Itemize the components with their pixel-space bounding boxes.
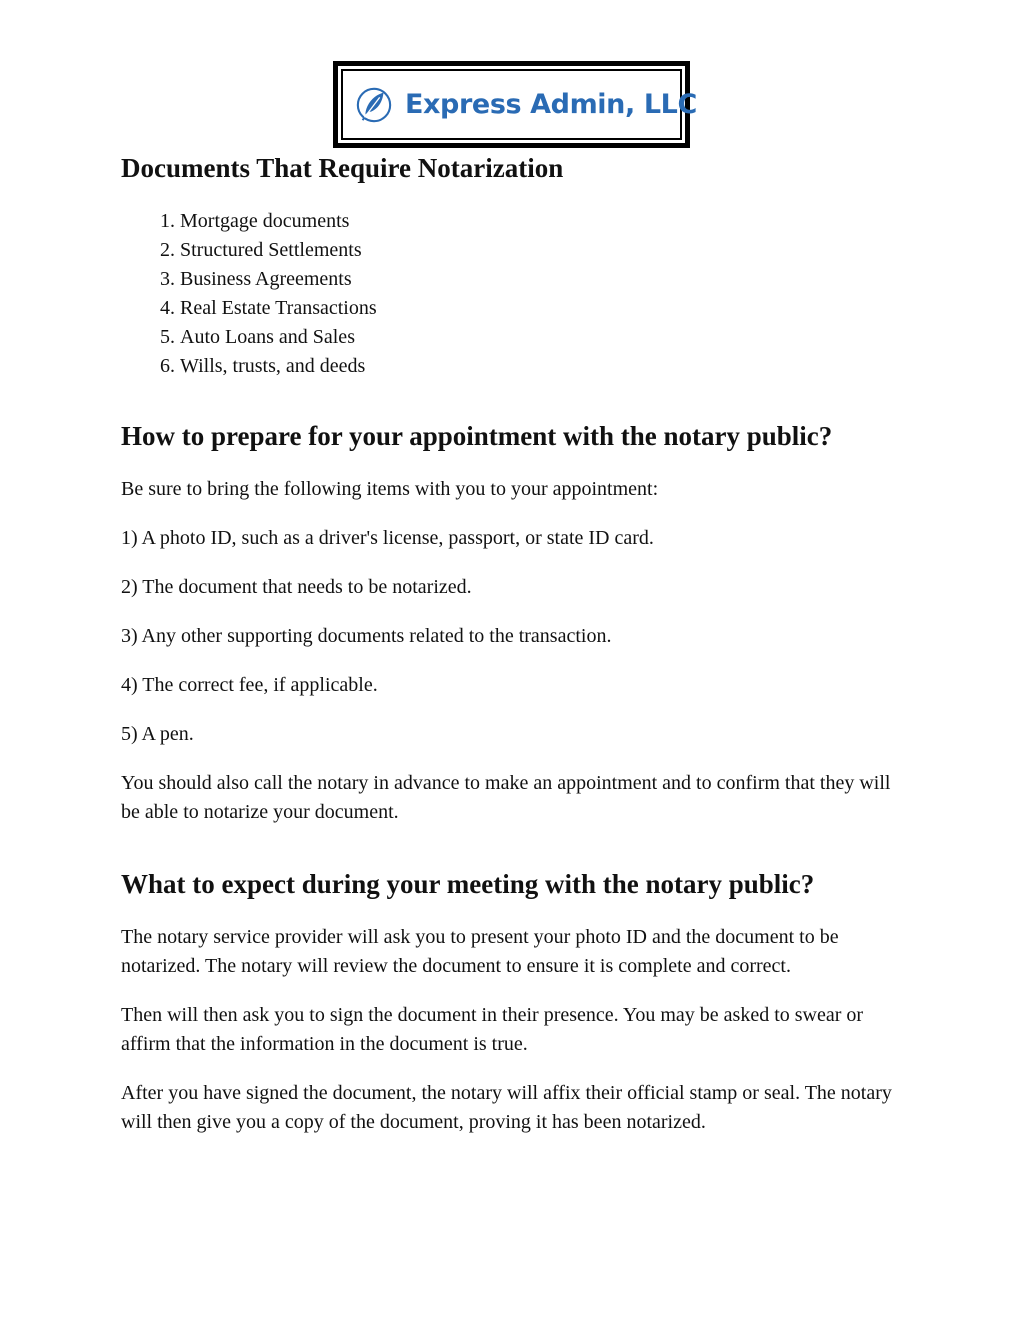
prepare-closing: You should also call the notary in advance to make an appointment and to confirm that they will be able to notarize your document. [121, 772, 891, 824]
document-body [121, 146, 911, 1137]
prepare-intro: Be sure to bring the following items with you to your appointment: [121, 478, 659, 501]
logo-text: Express Admin, LLC [405, 89, 697, 120]
feather-quill-icon [355, 86, 393, 124]
prepare-item: 3) Any other supporting documents related to the transaction. [121, 625, 612, 648]
meeting-paragraph: After you have signed the document, the notary will affix their official stamp or seal. The notary will then give you a copy of the document, proving it has been notarized. [121, 1082, 892, 1134]
list-item: 3. Business Agreements [180, 265, 911, 294]
list-item: 4. Real Estate Transactions [180, 294, 911, 323]
prepare-item: 2) The document that needs to be notarized. [121, 576, 472, 599]
section-heading-meeting-expectations: What to expect during your meeting with the notary public? [121, 869, 815, 900]
list-item: 5. Auto Loans and Sales [180, 323, 911, 352]
list-item: 1. Mortgage documents [180, 207, 911, 236]
list-item: 2. Structured Settlements [180, 236, 911, 265]
logo-content [341, 69, 697, 140]
meeting-paragraph: Then will then ask you to sign the document in their presence. You may be asked to swear or affirm that the information in the document is true. [121, 1004, 864, 1056]
section-heading-notarization-documents: Documents That Require Notarization [121, 153, 564, 183]
logo [333, 61, 697, 148]
notarization-documents-list [121, 207, 911, 380]
list-item: 6. Wills, trusts, and deeds [180, 352, 911, 381]
prepare-item: 4) The correct fee, if applicable. [121, 674, 378, 697]
prepare-item: 5) A pen. [121, 723, 194, 746]
logo-inner-border [338, 66, 697, 143]
prepare-item: 1) A photo ID, such as a driver's license, passport, or state ID card. [121, 527, 654, 550]
section-heading-prepare-appointment: How to prepare for your appointment with the notary public? [121, 421, 833, 452]
meeting-paragraph: The notary service provider will ask you to present your photo ID and the document to be notarized. The notary will review the document to ensure it is complete and correct. [121, 926, 839, 978]
